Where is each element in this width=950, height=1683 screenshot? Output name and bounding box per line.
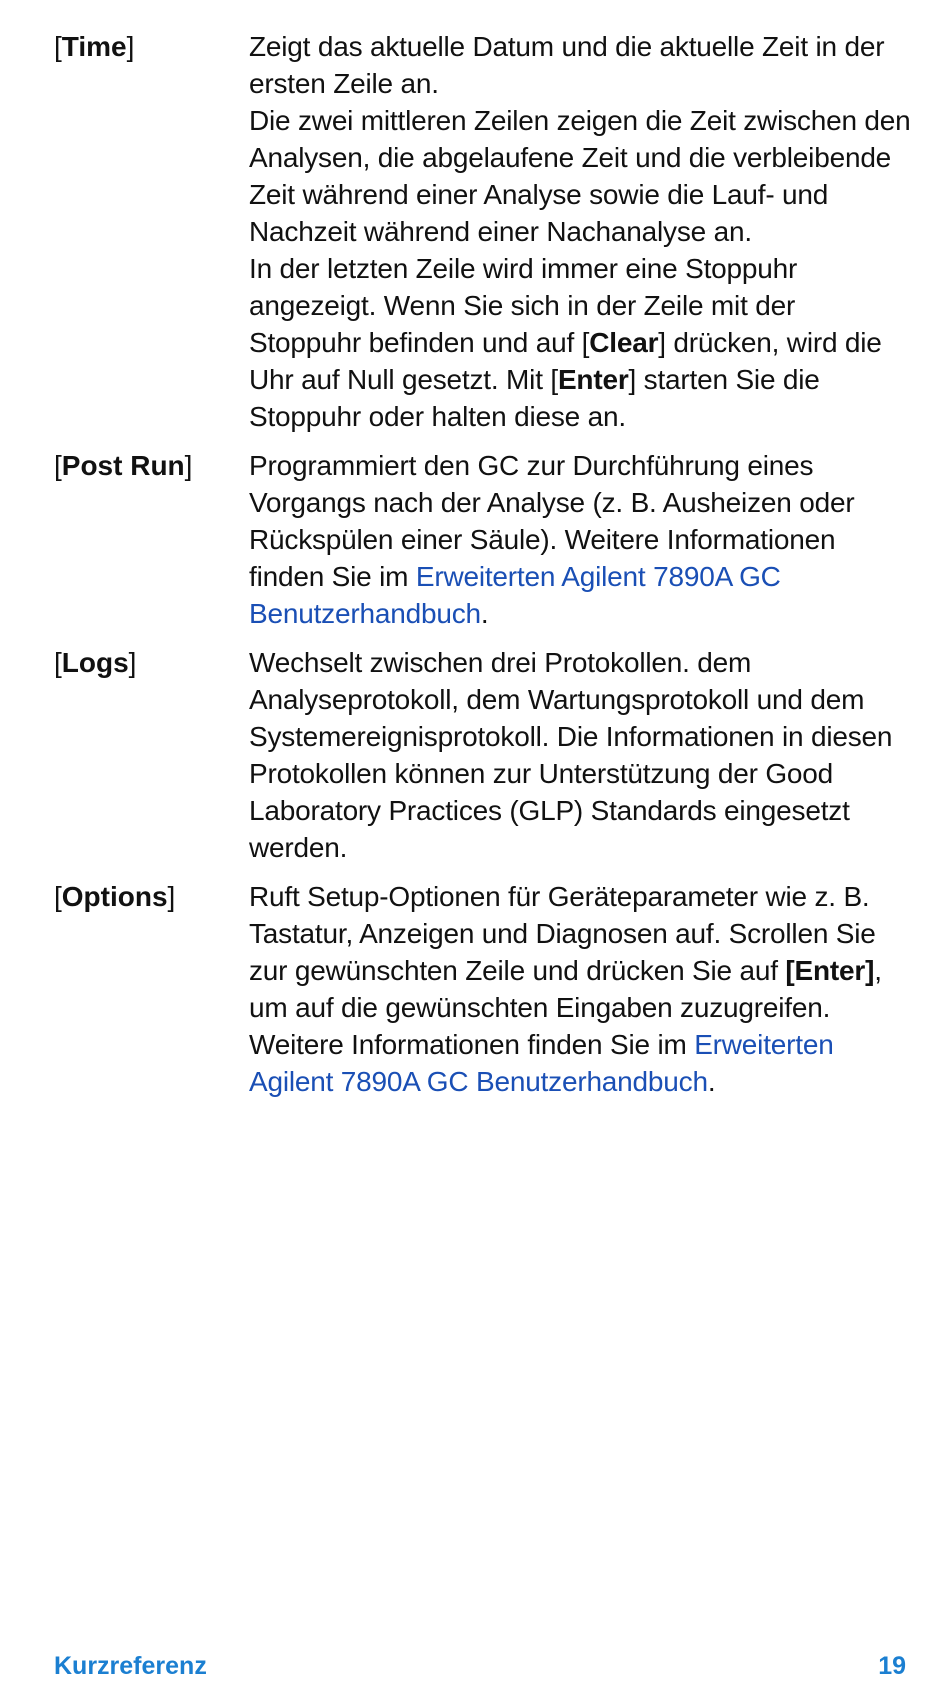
page-number: 19 — [878, 1652, 906, 1680]
page-footer — [54, 1652, 906, 1681]
entry-post-run — [54, 447, 914, 632]
key-label-logs: [Logs] — [54, 647, 137, 678]
paragraph: Zeigt das aktuelle Datum und die aktuelle Zeit in der ersten Zeile an. — [249, 31, 885, 99]
paragraph: Die zwei mittleren Zeilen zeigen die Zeit zwischen den Analysen, die abgelaufene Zeit und die verbleibende Zeit während einer Analyse sowie die Lauf- und Nachzeit während einer Nachanalyse an. — [249, 105, 911, 247]
manual-link[interactable]: Erweiterten Agilent 7890A GC Benutzerhandbuch — [249, 561, 781, 629]
key-label-time: [Time] — [54, 31, 135, 62]
entry-post-run-description: Programmiert den GC zur Durchführung eines Vorgangs nach der Analyse (z. B. Ausheizen oder Rückspülen einer Säule). Weitere Informationen finden Sie im Erweiterten Agilent 7890A GC Benutzerhandbuch. — [249, 450, 855, 629]
entry-options — [54, 878, 914, 1100]
key-reference-list — [54, 28, 914, 1112]
clear-key: Clear — [589, 327, 659, 358]
key-label-post-run: [Post Run] — [54, 450, 193, 481]
entry-logs — [54, 644, 914, 866]
key-label-options: [Options] — [54, 881, 176, 912]
enter-key: [Enter] — [785, 955, 875, 986]
entry-logs-description: Wechselt zwischen drei Protokollen. dem Analyseprotokoll, dem Wartungsprotokoll und dem Systemereignisprotokoll. Die Informationen in diesen Protokollen können zur Unterstützung der Good Laboratory Practices (GLP) Standards eingesetzt werden. — [249, 647, 893, 863]
entry-time — [54, 28, 914, 435]
enter-key: Enter — [557, 364, 629, 395]
entry-options-description: Ruft Setup-Optionen für Geräteparameter wie z. B. Tastatur, Anzeigen und Diagnosen auf. Scrollen Sie zur gewünschten Zeile und drücken Sie auf [Enter], um auf die gewünschten Eingaben zuzugreifen. Weitere Informationen finden Sie im Erweiterten Agilent 7890A GC Benutzerhandbuch. — [249, 881, 882, 1097]
manual-link[interactable]: Erweiterten Agilent 7890A GC Benutzerhandbuch — [249, 1029, 834, 1097]
paragraph: In der letzten Zeile wird immer eine Stoppuhr angezeigt. Wenn Sie sich in der Zeile mit der Stoppuhr befinden und auf [Clear] drücken, wird die Uhr auf Null gesetzt. Mit [Enter] starten Sie die Stoppuhr oder halten diese an. — [249, 253, 882, 432]
entry-time-description — [249, 28, 914, 435]
footer-section-title: Kurzreferenz — [54, 1652, 207, 1680]
